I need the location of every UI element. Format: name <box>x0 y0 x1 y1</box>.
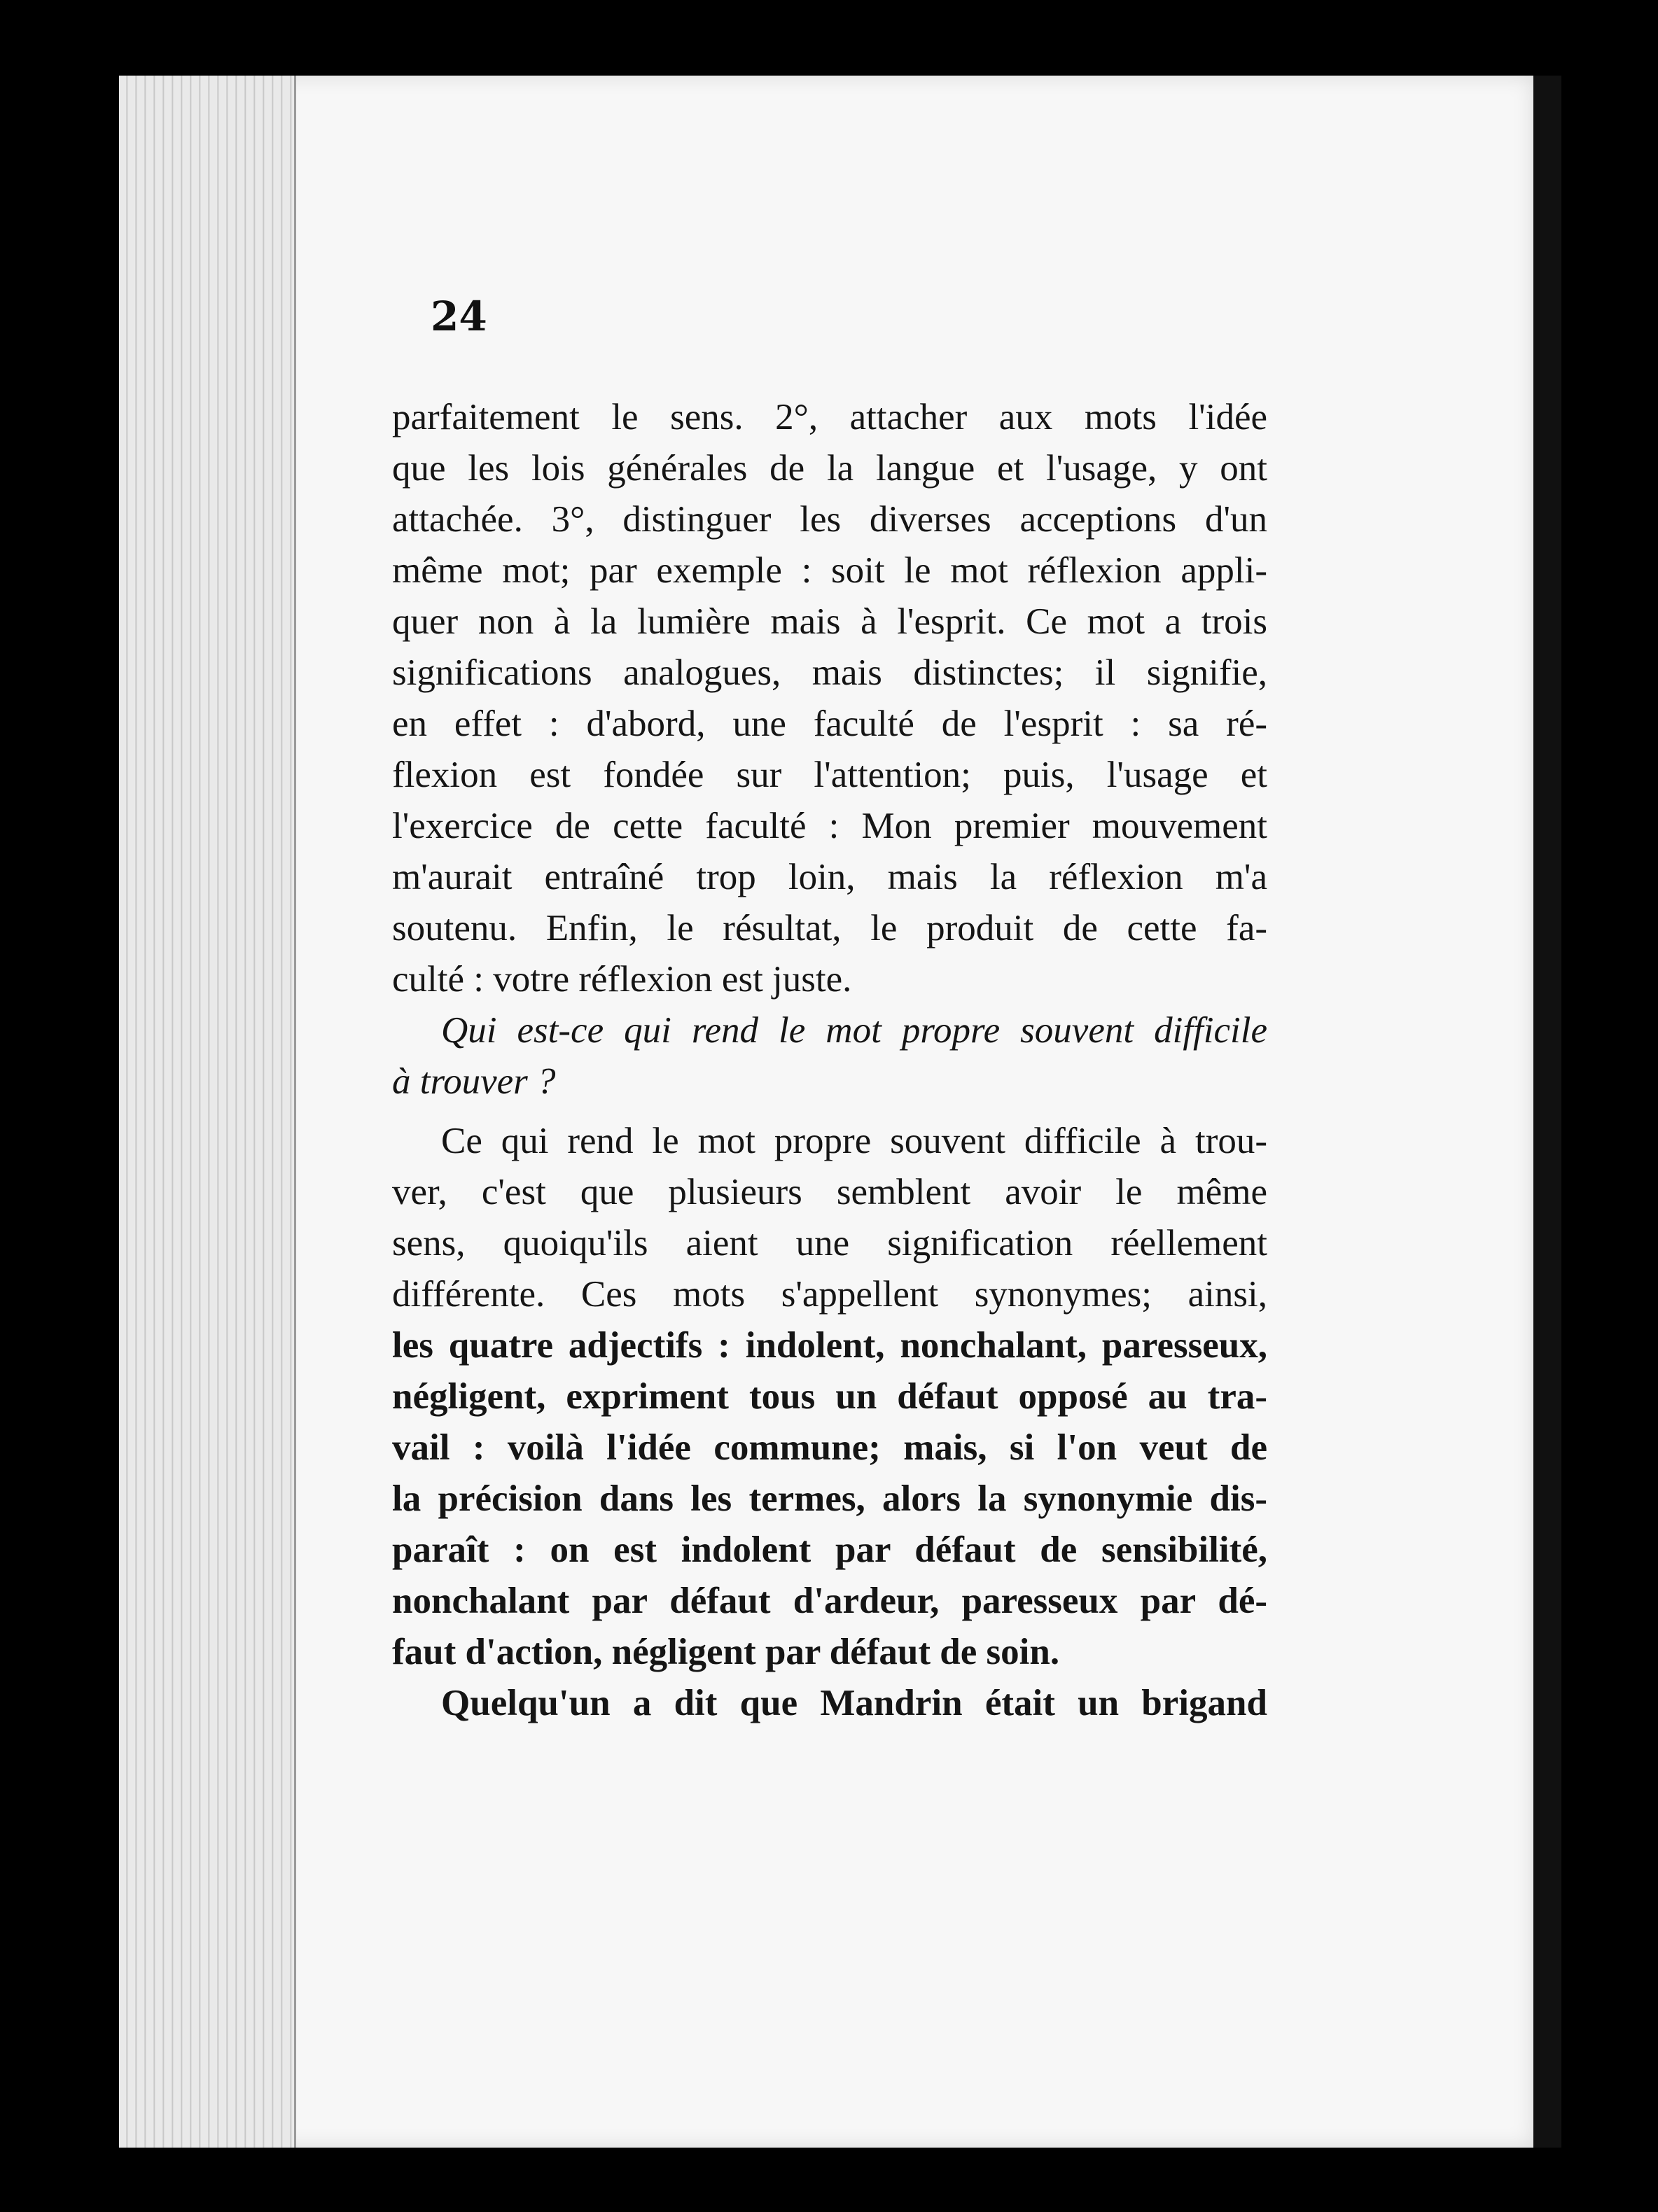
final-line: Quelqu'un a dit que Mandrin était un brigand <box>441 1683 1267 1723</box>
answer-line: ver, c'est que plusieurs semblent avoir le même <box>392 1172 1267 1212</box>
text-line: attachée. 3°, distinguer les diverses acceptions d'un <box>392 499 1267 540</box>
text-line: culté : votre réflexion est juste. <box>392 959 852 1000</box>
text-line: même mot; par exemple : soit le mot réflexion appli- <box>392 550 1267 591</box>
binding-shadow <box>1533 76 1561 2148</box>
answer-line: vail : voilà l'idée commune; mais, si l'on veut de <box>392 1427 1267 1468</box>
answer-line: la précision dans les termes, alors la synonymie dis- <box>392 1478 1267 1519</box>
answer-line: sens, quoiqu'ils aient une signification réellement <box>392 1223 1267 1264</box>
text-line: soutenu. Enfin, le résultat, le produit de cette fa- <box>392 908 1267 948</box>
question-line: à trouver ? <box>392 1061 556 1102</box>
question-line: Qui est-ce qui rend le mot propre souvent difficile <box>441 1010 1267 1051</box>
text-line: que les lois générales de la langue et l'usage, y ont <box>392 448 1267 489</box>
answer-line: différente. Ces mots s'appellent synonymes; ainsi, <box>392 1274 1267 1315</box>
answer-line: les quatre adjectifs : indolent, nonchalant, paresseux, <box>392 1325 1267 1366</box>
answer-line: faut d'action, négligent par défaut de soin. <box>392 1632 1060 1672</box>
answer-line: nonchalant par défaut d'ardeur, paresseux par dé- <box>392 1581 1267 1621</box>
answer-line: Ce qui rend le mot propre souvent difficile à trou- <box>441 1121 1267 1161</box>
answer-line: négligent, expriment tous un défaut opposé au tra- <box>392 1376 1267 1417</box>
text-line: flexion est fondée sur l'attention; puis, l'usage et <box>392 755 1267 795</box>
text-line: parfaitement le sens. 2°, attacher aux mots l'idée <box>392 397 1267 438</box>
answer-line: paraît : on est indolent par défaut de sensibilité, <box>392 1530 1267 1570</box>
text-line: significations analogues, mais distinctes; il signifie, <box>392 652 1267 693</box>
page-stack-edge <box>119 76 296 2148</box>
text-line: en effet : d'abord, une faculté de l'esprit : sa ré- <box>392 704 1267 744</box>
text-line: quer non à la lumière mais à l'esprit. Ce mot a trois <box>392 601 1267 642</box>
text-line: l'exercice de cette faculté : Mon premier mouvement <box>392 806 1267 846</box>
text-line: m'aurait entraîné trop loin, mais la réflexion m'a <box>392 857 1267 897</box>
body-text <box>392 392 1267 1729</box>
page-number: 24 <box>431 293 487 340</box>
